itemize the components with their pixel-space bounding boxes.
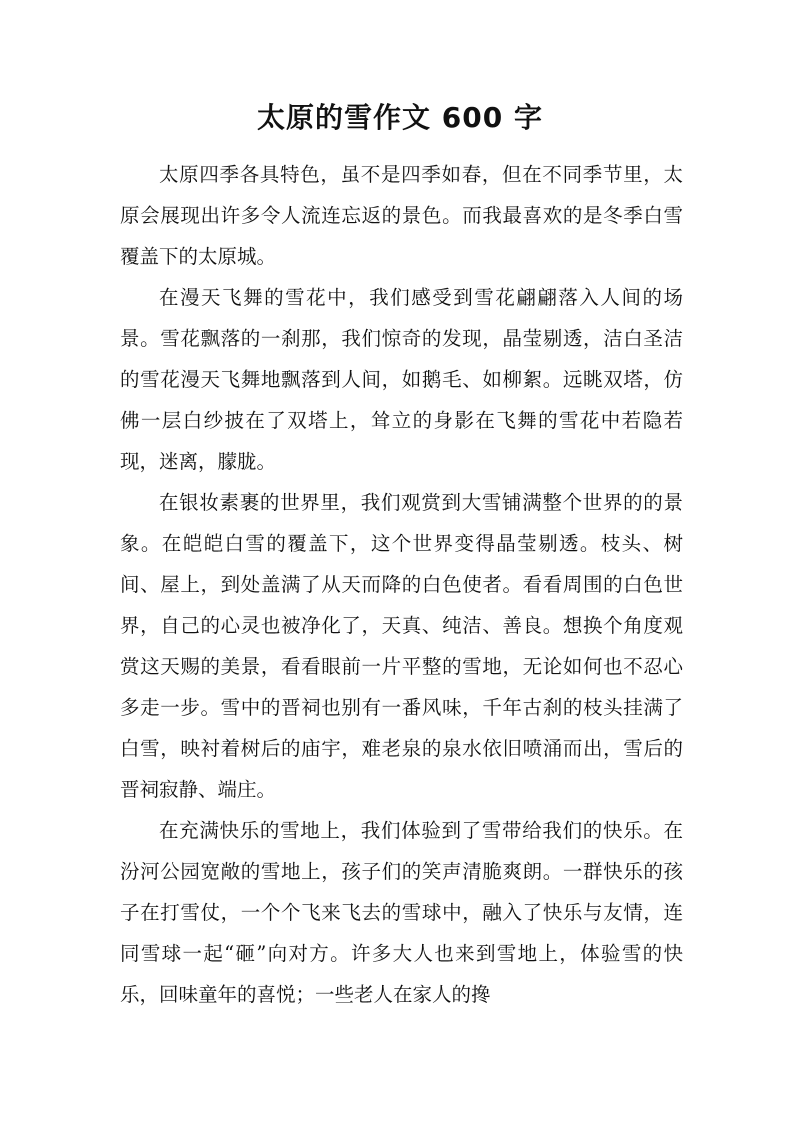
paragraph-4: 在充满快乐的雪地上，我们体验到了雪带给我们的快乐。在汾河公园宽敞的雪地上，孩子们的笑声清脆爽朗。一群快乐的孩子在打雪仗，一个个飞来飞去的雪球中，融入了快乐与友情，连同雪球一起“砸”向对方。许多大人也来到雪地上，体验雪的快乐，回味童年的喜悦；一些老人在家人的搀 bbox=[120, 819, 683, 1006]
paragraph-1: 太原四季各具特色，虽不是四季如春，但在不同季节里，太原会展现出许多令人流连忘返的景色。而我最喜欢的是冬季白雪覆盖下的太原城。 bbox=[120, 163, 683, 268]
document-body bbox=[120, 154, 683, 1015]
paragraph-3: 在银妆素裹的世界里，我们观赏到大雪铺满整个世界的的景象。在皑皑白雪的覆盖下，这个世界变得晶莹剔透。枝头、树间、屋上，到处盖满了从天而降的白色使者。看看周围的白色世界，自己的心灵也被净化了，天真、纯洁、善良。想换个角度观赏这天赐的美景，看看眼前一片平整的雪地，无论如何也不忍心多走一步。雪中的晋祠也别有一番风味，千年古刹的枝头挂满了白雪，映衬着树后的庙宇，难老泉的泉水依旧喷涌而出，雪后的晋祠寂静、端庄。 bbox=[120, 491, 683, 801]
paragraph-2: 在漫天飞舞的雪花中，我们感受到雪花翩翩落入人间的场景。雪花飘落的一刹那，我们惊奇的发现，晶莹剔透，洁白圣洁的雪花漫天飞舞地飘落到人间，如鹅毛、如柳絮。远眺双塔，仿佛一层白纱披在了双塔上，耸立的身影在飞舞的雪花中若隐若现，迷离，朦胧。 bbox=[120, 286, 683, 473]
document-title: 太原的雪作文 600 字 bbox=[257, 101, 543, 134]
